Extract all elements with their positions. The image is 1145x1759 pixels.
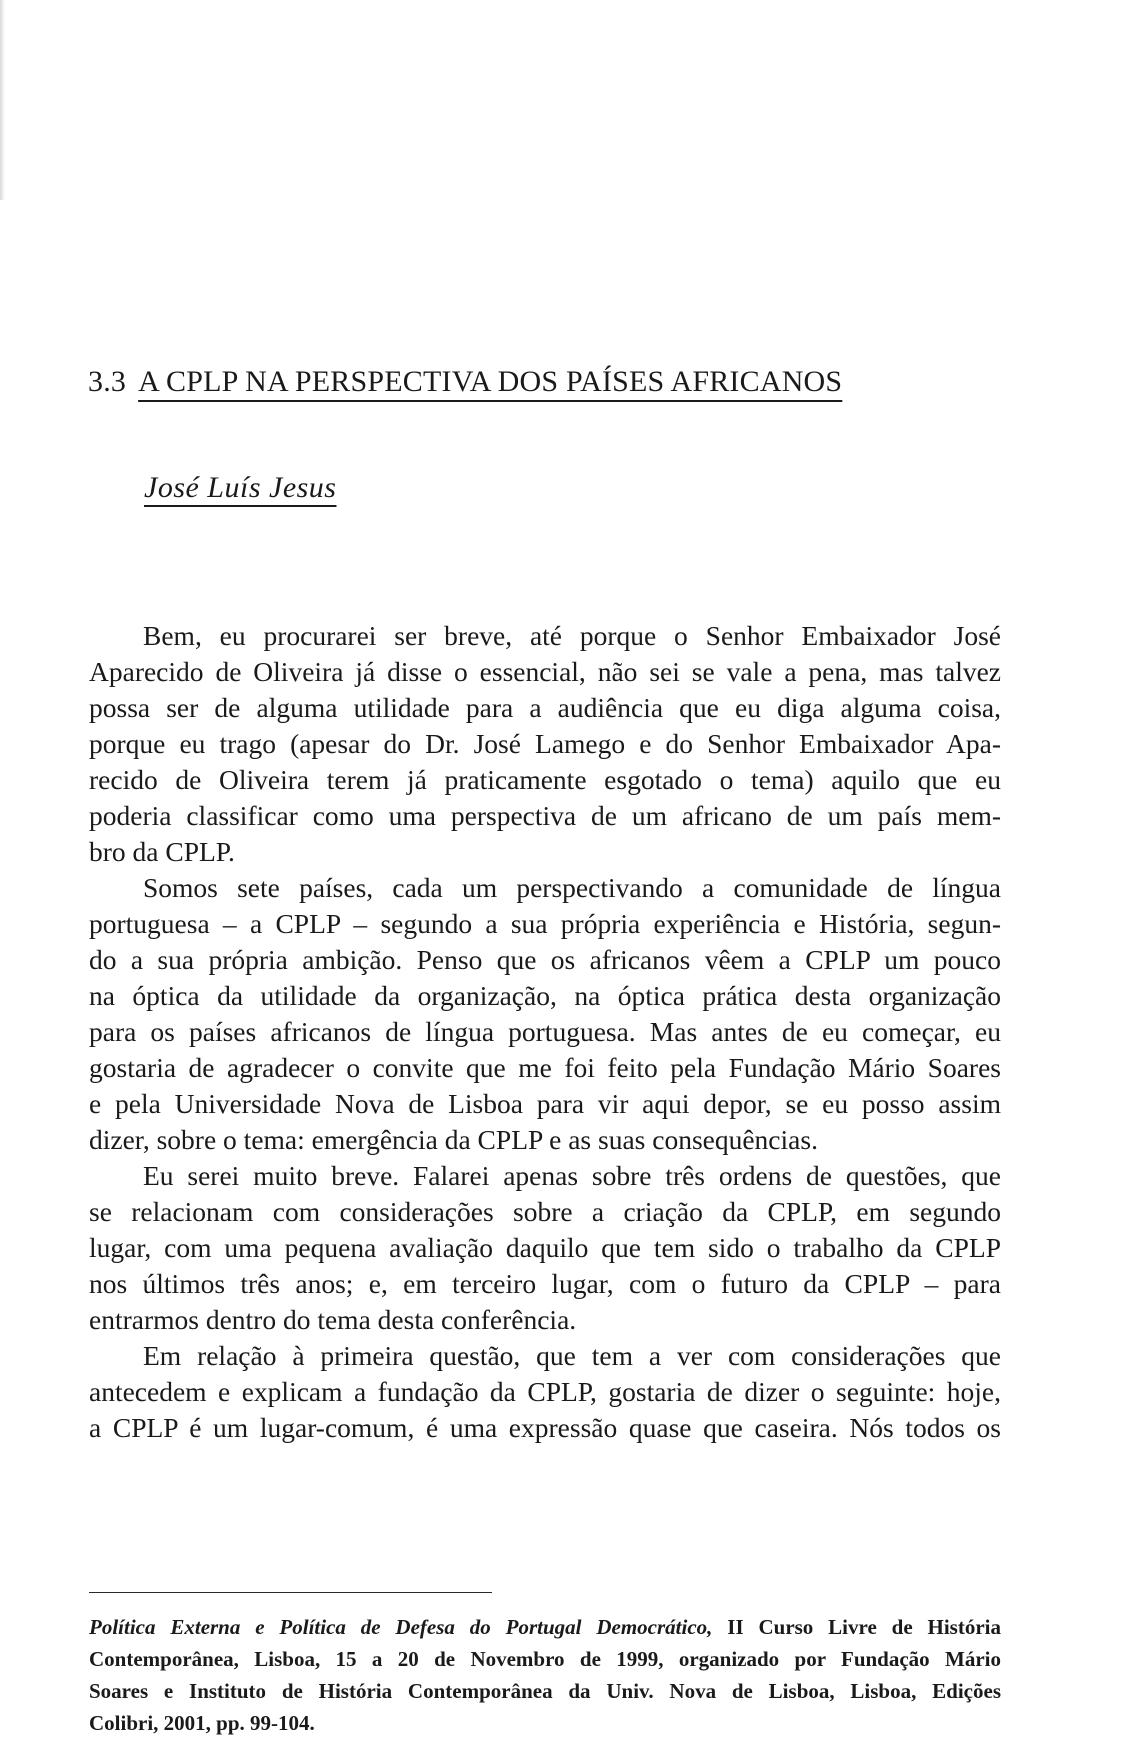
text-line: Em relação à primeira questão, que tem a ver com considerações que xyxy=(143,1340,1001,1371)
text-line: dizer, sobre o tema: emergência da CPLP e as suas consequências. xyxy=(89,1124,818,1155)
text-line: Aparecido de Oliveira já disse o essencial, não sei se vale a pena, mas talvez xyxy=(89,656,1001,687)
chapter-title: A CPLP NA PERSPECTIVA DOS PAÍSES AFRICANOS xyxy=(138,365,843,398)
text-line: e pela Universidade Nova de Lisboa para vir aqui depor, se eu posso assim xyxy=(89,1088,1001,1119)
text-line: Eu serei muito breve. Falarei apenas sobre três ordens de questões, que xyxy=(143,1160,1001,1191)
text-line: portuguesa – a CPLP – segundo a sua própria experiência e História, segun- xyxy=(89,908,1001,939)
footnote-divider xyxy=(89,1592,492,1593)
text-line: nos últimos três anos; e, em terceiro lugar, com o futuro da CPLP – para xyxy=(89,1268,1001,1299)
footnote-line: Contemporânea, Lisboa, 15 a 20 de Novembro de 1999, organizado por Fundação Mário xyxy=(89,1647,1001,1671)
chapter-number: 3.3 xyxy=(88,365,127,398)
footnote-book-title: Política Externa e Política de Defesa do Portugal Democrático, xyxy=(89,1615,713,1639)
footnote-line: Soares e Instituto de História Contemporânea da Univ. Nova de Lisboa, Lisboa, Edições xyxy=(89,1679,1001,1703)
text-line: poderia classificar como uma perspectiva de um africano de um país mem- xyxy=(89,800,1001,831)
text-line: se relacionam com considerações sobre a criação da CPLP, em segundo xyxy=(89,1196,1001,1227)
text-line: na óptica da utilidade da organização, na óptica prática desta organização xyxy=(89,980,1001,1011)
paragraph xyxy=(89,1338,1001,1446)
text-line: Somos sete países, cada um perspectivando a comunidade de língua xyxy=(143,872,1001,903)
footnote-line xyxy=(89,1611,1001,1643)
text-line: para os países africanos de língua portuguesa. Mas antes de eu começar, eu xyxy=(89,1016,1001,1047)
footnote-line: Colibri, 2001, pp. 99-104. xyxy=(89,1711,315,1735)
text-line: recido de Oliveira terem já praticamente esgotado o tema) aquilo que eu xyxy=(89,764,1001,795)
footnote-line-rest: II Curso Livre de História xyxy=(712,1615,1001,1639)
author-name: José Luís Jesus xyxy=(144,471,337,504)
text-line: do a sua própria ambição. Penso que os africanos vêem a CPLP um pouco xyxy=(89,944,1001,975)
scan-edge-shadow xyxy=(0,0,5,200)
paragraph xyxy=(89,1158,1001,1338)
footnote xyxy=(89,1611,1001,1739)
text-line: entrarmos dentro do tema desta conferência. xyxy=(89,1304,577,1335)
chapter-heading xyxy=(88,364,988,400)
text-line: lugar, com uma pequena avaliação daquilo que tem sido o trabalho da CPLP xyxy=(89,1232,1001,1263)
paragraph xyxy=(89,870,1001,1158)
text-line: porque eu trago (apesar do Dr. José Lamego e do Senhor Embaixador Apa- xyxy=(89,728,1001,759)
text-line: Bem, eu procurarei ser breve, até porque o Senhor Embaixador José xyxy=(143,620,1001,651)
paragraph xyxy=(89,618,1001,870)
text-line: gostaria de agradecer o convite que me foi feito pela Fundação Mário Soares xyxy=(89,1052,1001,1083)
text-line: possa ser de alguma utilidade para a audiência que eu diga alguma coisa, xyxy=(89,692,1001,723)
body-text xyxy=(89,618,1001,1446)
text-line: antecedem e explicam a fundação da CPLP, gostaria de dizer o seguinte: hoje, xyxy=(89,1376,1001,1407)
text-line: bro da CPLP. xyxy=(89,836,235,867)
text-line: a CPLP é um lugar-comum, é uma expressão quase que caseira. Nós todos os xyxy=(89,1412,1001,1443)
